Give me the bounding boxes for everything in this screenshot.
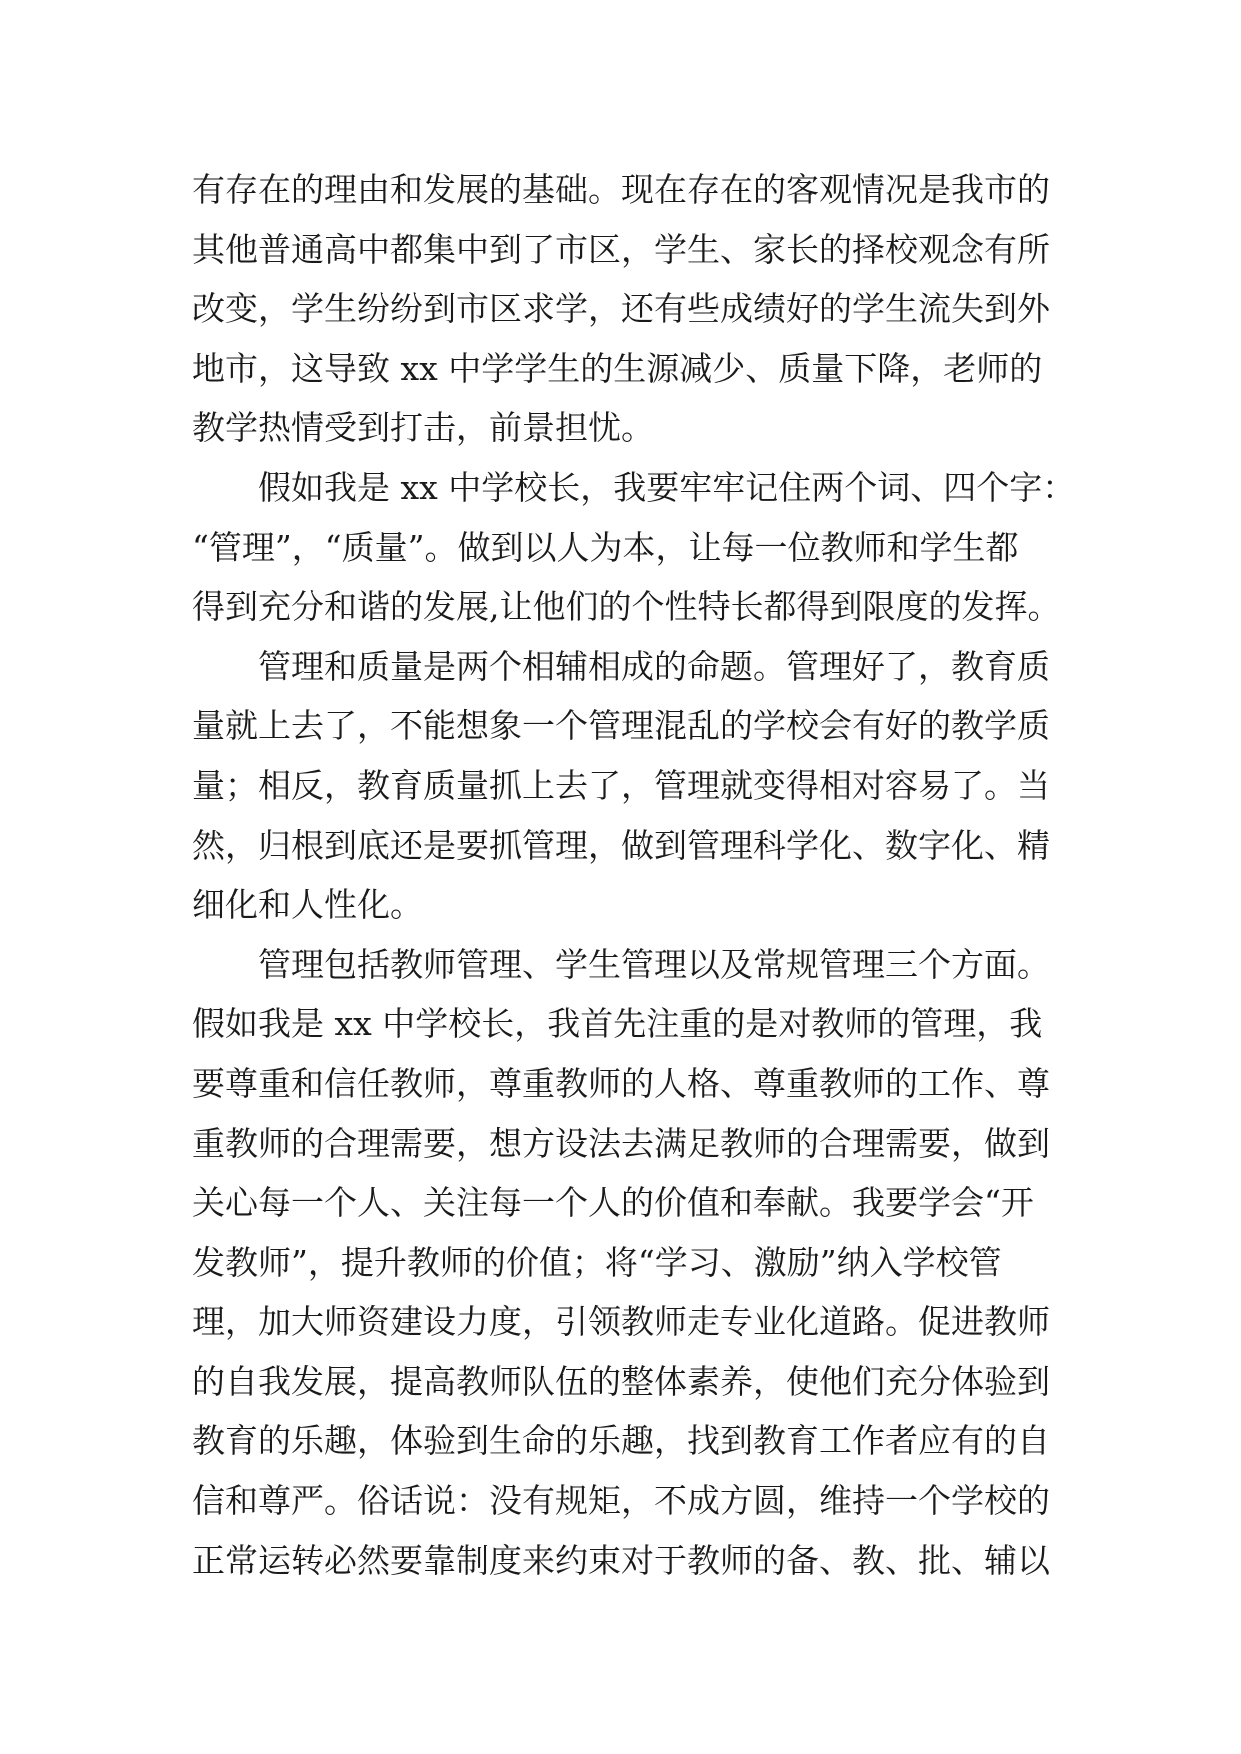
text-line: “管理”，“质量”。做到以人为本，让每一位教师和学生都 [192,527,1019,567]
text-line: 地市，这导致 xx 中学学生的生源减少、质量下降，老师的 [192,348,1043,388]
text-line: 量；相反，教育质量抓上去了，管理就变得相对容易了。当 [192,765,1050,805]
text-line: 信和尊严。俗话说：没有规矩，不成方圆，维持一个学校的 [192,1481,1050,1521]
paragraph-first-line: 假如我是 xx 中学校长，我要牢牢记住两个词、四个字： [258,467,1076,507]
text-line: 得到充分和谐的发展,让他们的个性特长都得到限度的发挥。 [192,587,1061,627]
paragraph-first-line: 管理和质量是两个相辅相成的命题。管理好了，教育质 [258,646,1050,686]
text-line: 的自我发展，提高教师队伍的整体素养，使他们充分体验到 [192,1361,1050,1401]
text-line: 细化和人性化。 [192,885,423,925]
text-line: 理，加大师资建设力度，引领教师走专业化道路。促进教师 [192,1302,1050,1342]
text-line: 量就上去了，不能想象一个管理混乱的学校会有好的教学质 [192,706,1050,746]
document-body [192,160,1076,1590]
text-line: 重教师的合理需要，想方设法去满足教师的合理需要，做到 [192,1123,1050,1163]
text-line: 关心每一个人、关注每一个人的价值和奉献。我要学会“开 [192,1183,1034,1223]
paragraph-first-line: 管理包括教师管理、学生管理以及常规管理三个方面。 [258,944,1050,984]
text-line: 其他普通高中都集中到了市区，学生、家长的择校观念有所 [192,229,1050,269]
text-line: 假如我是 xx 中学校长，我首先注重的是对教师的管理，我 [192,1004,1043,1044]
text-line: 要尊重和信任教师，尊重教师的人格、尊重教师的工作、尊 [192,1063,1050,1103]
text-line: 然，归根到底还是要抓管理，做到管理科学化、数字化、精 [192,825,1050,865]
text-line: 正常运转必然要靠制度来约束对于教师的备、教、批、辅以 [192,1540,1050,1580]
text-line: 有存在的理由和发展的基础。现在存在的客观情况是我市的 [192,170,1050,209]
text-line: 发教师”，提升教师的价值；将“学习、激励”纳入学校管 [192,1242,1002,1282]
text-line: 教学热情受到打击，前景担忧。 [192,408,654,448]
text-line: 改变，学生纷纷到市区求学，还有些成绩好的学生流失到外 [192,289,1050,329]
text-line: 教育的乐趣，体验到生命的乐趣，找到教育工作者应有的自 [192,1421,1050,1461]
